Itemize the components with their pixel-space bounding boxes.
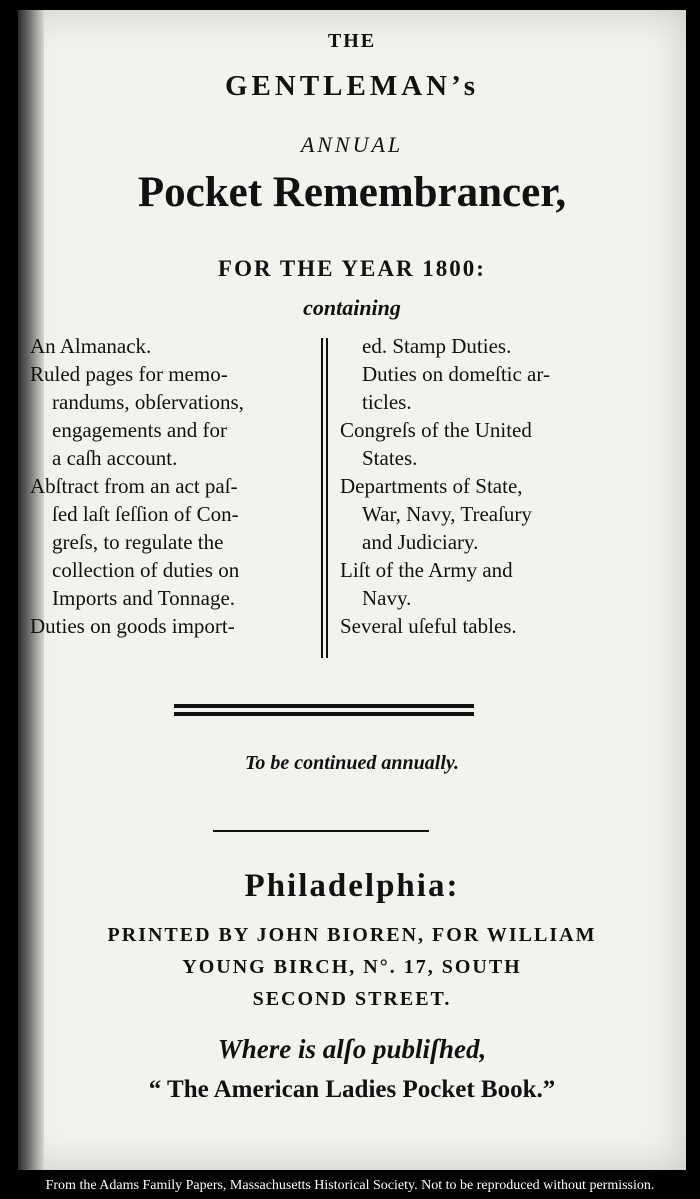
contents-line: greſs, to regulate the [52, 530, 224, 554]
title-the: THE [327, 30, 377, 52]
contents-line: and Judiciary. [362, 530, 479, 554]
contents-line: engagements and for [52, 418, 227, 442]
contents-line: States. [362, 446, 418, 470]
contents-line: collection of duties on [52, 558, 240, 582]
contents-line: Duties on goods import- [30, 614, 235, 638]
contents-line: Departments of State, [340, 474, 523, 498]
also-published: Where is alſo publiſhed, [217, 1034, 487, 1064]
imprint-line: PRINTED BY JOHN BIOREN, FOR WILLIAM [107, 924, 597, 946]
contents-line: ed. Stamp Duties. [362, 334, 512, 358]
archive-credit: From the Adams Family Papers, Massachusetts Historical Society. Not to be reproduced without permission. [45, 1178, 655, 1193]
title-year: FOR THE YEAR 1800: [218, 256, 486, 281]
title-annual: ANNUAL [300, 132, 404, 157]
imprint-line: SECOND STREET. [252, 988, 452, 1010]
column-divider [321, 338, 323, 658]
contents-right-column [340, 332, 630, 640]
contents-left-column [30, 332, 320, 640]
contents-line: a caſh account. [52, 446, 178, 470]
contents-line: randums, obſervations, [52, 390, 244, 414]
imprint-city: Philadelphia: [244, 868, 460, 904]
contents-columns [18, 332, 686, 662]
contents-line: An Almanack. [30, 334, 152, 358]
contents-line: Abſtract from an act paſ- [30, 474, 238, 498]
contents-line: Congreſs of the United [340, 418, 532, 442]
contents-line: Duties on domeſtic ar- [362, 362, 550, 386]
contents-line: Liſt of the Army and [340, 558, 513, 582]
thin-rule [213, 830, 429, 832]
title-main: Pocket Remembrancer, [137, 169, 567, 216]
contents-line: Navy. [362, 586, 412, 610]
rule-line [174, 704, 474, 708]
contents-line: Several uſeful tables. [340, 614, 517, 638]
contents-line: Imports and Tonnage. [52, 586, 236, 610]
title-gentleman: GENTLEMAN’s [225, 70, 479, 102]
title-page [18, 10, 686, 1170]
column-divider [326, 338, 328, 658]
contents-line: ſed laſt ſeſſion of Con- [52, 502, 239, 526]
contents-line: ticles. [362, 390, 412, 414]
rule-line [174, 712, 474, 716]
imprint-line: YOUNG BIRCH, N°. 17, SOUTH [182, 956, 522, 978]
also-published-title: “ The American Ladies Pocket Book.” [148, 1076, 556, 1103]
contents-line: Ruled pages for memo- [30, 362, 228, 386]
continued-note: To be continued annually. [244, 752, 460, 774]
title-containing: containing [303, 295, 401, 320]
contents-line: War, Navy, Treaſury [362, 502, 532, 526]
